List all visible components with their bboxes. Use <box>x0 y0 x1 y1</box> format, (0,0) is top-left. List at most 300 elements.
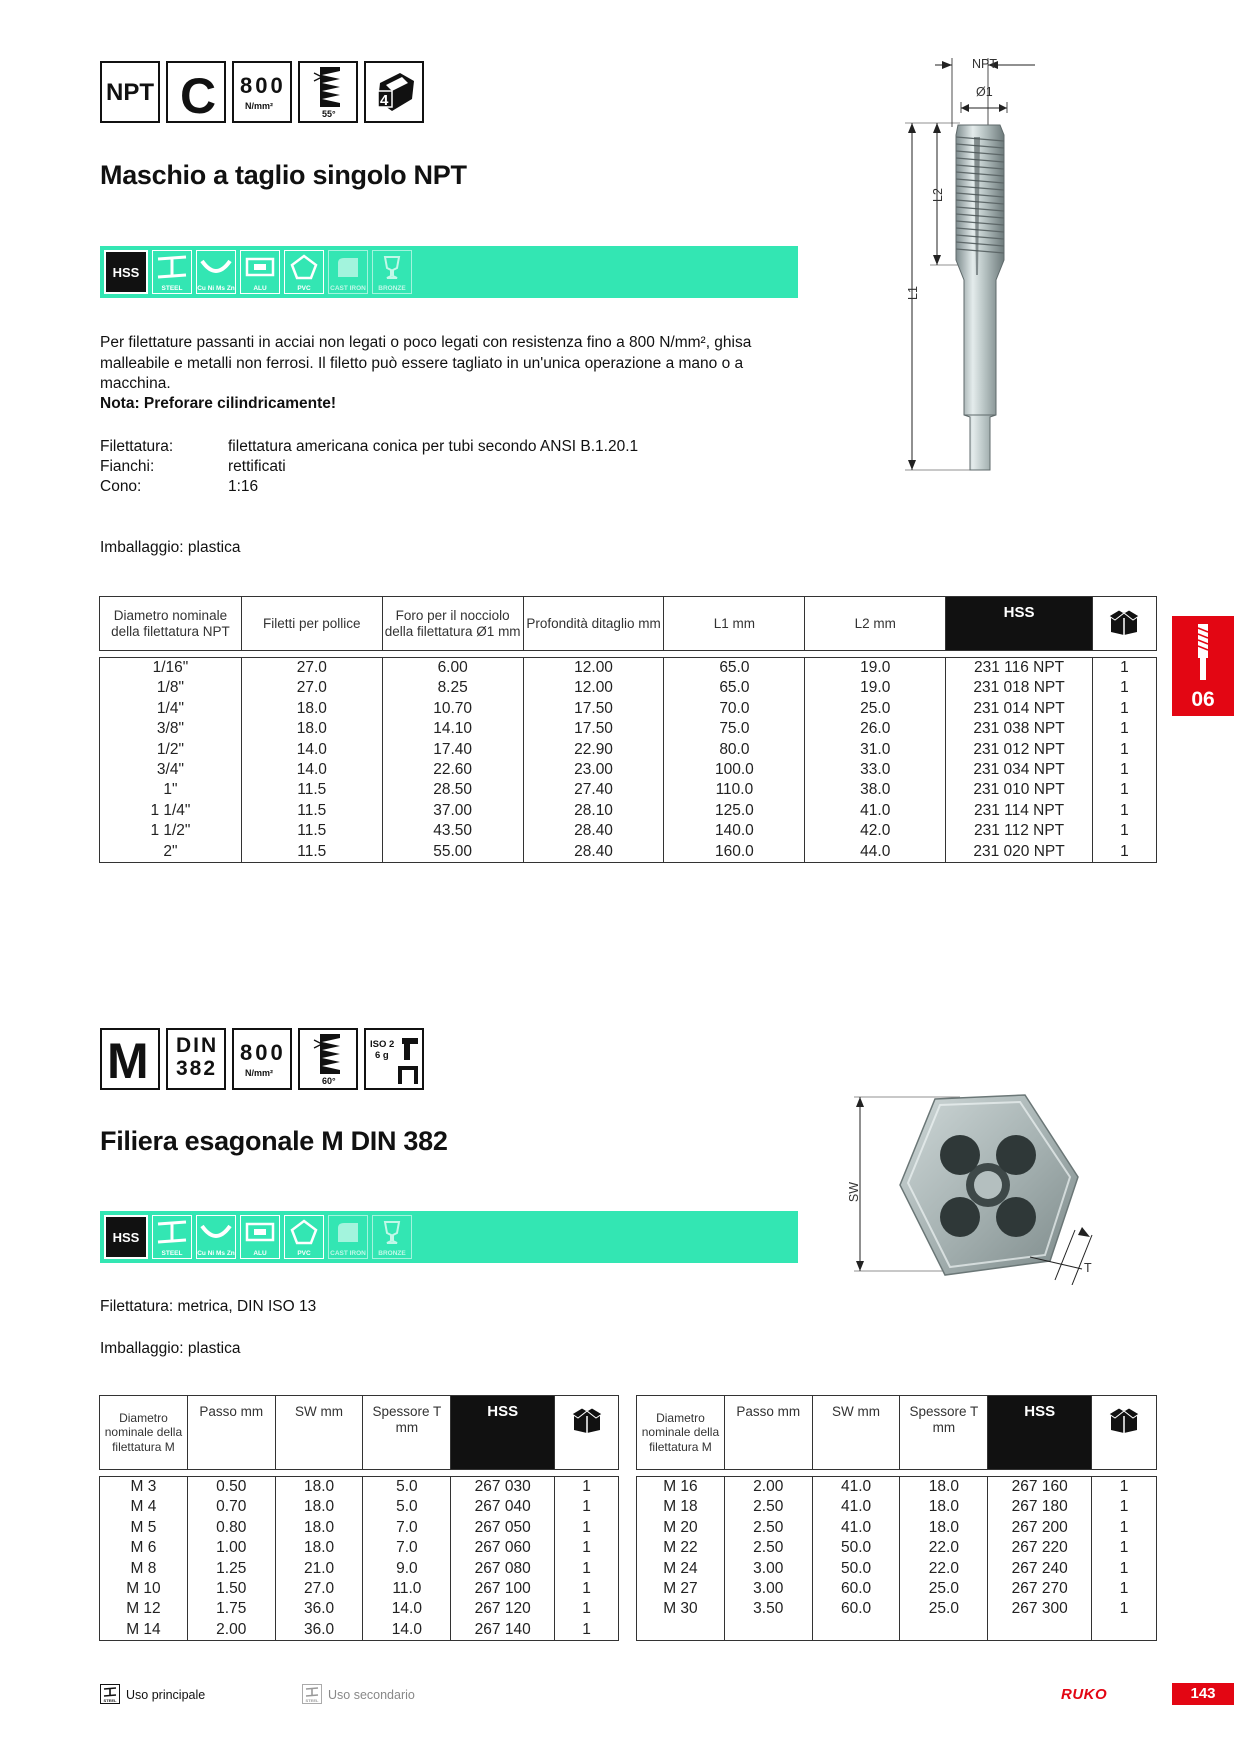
col-header: Passo mm <box>724 1396 812 1470</box>
table-cell: 5.0 <box>363 1497 451 1517</box>
brand-logo: RUKO <box>1061 1686 1108 1703</box>
table-cell: 41.0 <box>805 801 946 821</box>
material-copper: Cu Ni Ms Zn <box>196 1215 236 1259</box>
table-row <box>100 760 1157 780</box>
table-row <box>637 1559 1157 1579</box>
table-row <box>100 1497 619 1517</box>
table-cell: 1 <box>555 1518 619 1538</box>
secondary-use-icon: STEEL <box>302 1684 322 1704</box>
chapter-number: 06 <box>1191 688 1215 711</box>
table-cell <box>637 1620 725 1641</box>
table-cell: 11.5 <box>241 842 382 863</box>
table-cell: M 14 <box>100 1620 188 1641</box>
col-header: Spessore T mm <box>363 1396 451 1470</box>
din-badge: DIN 382 <box>166 1028 226 1090</box>
material-pvc: PVC <box>284 250 324 294</box>
flutes-badge: 4 <box>364 61 424 123</box>
table-cell: 44.0 <box>805 842 946 863</box>
material-copper: Cu Ni Ms Zn <box>196 250 236 294</box>
table-cell: 27.0 <box>275 1579 363 1599</box>
col-header: Profondità ditaglio mm <box>523 597 664 651</box>
col-header: Diametro nominale della filettatura NPT <box>100 597 242 651</box>
table-cell: M 5 <box>100 1518 188 1538</box>
die-table-left <box>99 1395 619 1641</box>
steel-beam-icon <box>156 255 188 279</box>
col-header: SW mm <box>812 1396 900 1470</box>
table-cell: 10.70 <box>382 699 523 719</box>
table-cell: 2" <box>100 842 242 863</box>
table-row <box>100 740 1157 760</box>
strength-badge-die: 800 N/mm² <box>232 1028 292 1090</box>
col-header: Diametro nominale della filettatura M <box>637 1396 725 1470</box>
table-cell: 2.50 <box>724 1538 812 1558</box>
pipe-icon <box>200 1220 232 1244</box>
table-cell: 37.00 <box>382 801 523 821</box>
primary-use-label: Uso principale <box>126 1688 206 1702</box>
col-header: Filetti per pollice <box>241 597 382 651</box>
table-cell: 11.5 <box>241 821 382 841</box>
col-header-hss: HSS <box>451 1396 555 1470</box>
table-cell: 18.0 <box>241 719 382 739</box>
thread-standard: Filettatura: metrica, DIN ISO 13 <box>100 1298 317 1315</box>
tap-chapter-icon <box>1192 622 1214 682</box>
table-cell: 1 <box>1092 1538 1157 1558</box>
steel-beam-icon <box>305 1687 319 1697</box>
pipe-icon <box>200 255 232 279</box>
table-cell <box>1092 1620 1157 1641</box>
spec-value: rettificati <box>228 458 286 475</box>
table-cell: 14.0 <box>241 740 382 760</box>
table-cell: 1 <box>555 1559 619 1579</box>
table-cell: 2.00 <box>187 1620 275 1641</box>
table-cell: 7.0 <box>363 1518 451 1538</box>
table-cell: 2.50 <box>724 1518 812 1538</box>
table-cell: 1 <box>1092 1599 1157 1619</box>
table-cell: 231 012 NPT <box>946 740 1093 760</box>
table-cell: 231 038 NPT <box>946 719 1093 739</box>
table-row <box>100 699 1157 719</box>
table-cell: 41.0 <box>812 1477 900 1498</box>
table-cell: 36.0 <box>275 1620 363 1641</box>
table-cell: M 18 <box>637 1497 725 1517</box>
table-cell: 1 <box>555 1620 619 1641</box>
table-cell: 80.0 <box>664 740 805 760</box>
t-dim-label: T <box>1084 1261 1092 1275</box>
table-cell: 231 018 NPT <box>946 678 1093 698</box>
table-cell: 27.0 <box>241 658 382 679</box>
table-cell: M 4 <box>100 1497 188 1517</box>
table-spacer <box>100 651 1157 658</box>
table-row <box>100 842 1157 863</box>
table-cell: 267 240 <box>988 1559 1092 1579</box>
table-cell: 267 040 <box>451 1497 555 1517</box>
table-cell: M 22 <box>637 1538 725 1558</box>
table-cell: 267 120 <box>451 1599 555 1619</box>
table-cell: 28.50 <box>382 780 523 800</box>
table-row <box>637 1599 1157 1619</box>
table-cell: 267 200 <box>988 1518 1092 1538</box>
hex-die-drawing <box>850 1085 1110 1285</box>
table-cell: 18.0 <box>900 1518 988 1538</box>
material-bronze: BRONZE <box>372 1215 412 1259</box>
col-header: Foro per il nocciolo della filettatura Ø1 mm <box>382 597 523 651</box>
table-cell: 1/8" <box>100 678 242 698</box>
table-cell: 11.5 <box>241 801 382 821</box>
table-cell: 1.75 <box>187 1599 275 1619</box>
material-bar-die <box>100 1211 798 1263</box>
table-cell: 1 <box>1092 1477 1157 1498</box>
table-cell: 75.0 <box>664 719 805 739</box>
table-cell: 5.0 <box>363 1477 451 1498</box>
table-cell: 1 <box>1092 842 1156 863</box>
table-row <box>100 1599 619 1619</box>
table-cell: 1/16" <box>100 658 242 679</box>
table-cell: 38.0 <box>805 780 946 800</box>
pentagon-icon <box>290 254 318 280</box>
spec-label: Fianchi: <box>100 458 155 475</box>
table-cell: 3.00 <box>724 1559 812 1579</box>
table-cell: 17.50 <box>523 719 664 739</box>
material-bronze: BRONZE <box>372 250 412 294</box>
table-cell: 50.0 <box>812 1538 900 1558</box>
table-cell: 1/2" <box>100 740 242 760</box>
material-bar-tap <box>100 246 798 298</box>
table-cell: 1/4" <box>100 699 242 719</box>
table-cell: 22.60 <box>382 760 523 780</box>
table-row <box>100 1518 619 1538</box>
col-header-hss: HSS <box>946 597 1093 651</box>
table-cell: 125.0 <box>664 801 805 821</box>
table-cell: M 24 <box>637 1559 725 1579</box>
table-cell: 231 010 NPT <box>946 780 1093 800</box>
table-row <box>100 801 1157 821</box>
col-header: SW mm <box>275 1396 363 1470</box>
table-cell <box>812 1620 900 1641</box>
elbow-pipe-icon <box>334 255 362 279</box>
tolerance-badge: ISO 2 6 g <box>364 1028 424 1090</box>
table-cell: 1 <box>1092 719 1156 739</box>
table-cell: 22.0 <box>900 1538 988 1558</box>
table-cell: 60.0 <box>812 1599 900 1619</box>
package-box-icon <box>1107 1406 1141 1434</box>
table-cell: 11.5 <box>241 780 382 800</box>
table-cell: 14.0 <box>363 1599 451 1619</box>
table-cell: 1 <box>1092 1518 1157 1538</box>
die-diagram <box>847 1085 1110 1285</box>
material-cast-iron: CAST IRON <box>328 250 368 294</box>
table-cell: 1 <box>1092 1559 1157 1579</box>
table-cell: 1 <box>1092 678 1156 698</box>
hss-label: HSS <box>104 250 148 294</box>
table-cell: 41.0 <box>812 1497 900 1517</box>
table-cell <box>724 1620 812 1641</box>
table-cell: 140.0 <box>664 821 805 841</box>
table-cell: M 30 <box>637 1599 725 1619</box>
profile-icon <box>244 255 276 279</box>
material-alu: ALU <box>240 250 280 294</box>
table-cell: 231 114 NPT <box>946 801 1093 821</box>
sw-dim-label: SW <box>847 1181 862 1203</box>
table-cell: 9.0 <box>363 1559 451 1579</box>
table-cell: 1 <box>1092 1497 1157 1517</box>
table-cell: 1 <box>555 1579 619 1599</box>
table-cell: 0.50 <box>187 1477 275 1498</box>
table-cell: 267 060 <box>451 1538 555 1558</box>
spec-label: Cono: <box>100 478 142 495</box>
spec-value: 1:16 <box>228 478 259 495</box>
table-cell: 12.00 <box>523 678 664 698</box>
table-cell: 42.0 <box>805 821 946 841</box>
col-header: Diametro nominale della filettatura M <box>100 1396 188 1470</box>
table-row <box>100 1559 619 1579</box>
table-cell: 100.0 <box>664 760 805 780</box>
table-cell: 60.0 <box>812 1579 900 1599</box>
table-row <box>100 678 1157 698</box>
table-cell: 267 180 <box>988 1497 1092 1517</box>
table-cell: 231 034 NPT <box>946 760 1093 780</box>
table-cell: 231 112 NPT <box>946 821 1093 841</box>
table-cell: 3/8" <box>100 719 242 739</box>
table-cell: 6.00 <box>382 658 523 679</box>
table-cell: 17.50 <box>523 699 664 719</box>
table-cell: 21.0 <box>275 1559 363 1579</box>
table-spacer <box>100 1470 619 1477</box>
col-header: L2 mm <box>805 597 946 651</box>
table-cell: 1 <box>1092 740 1156 760</box>
note-tap: Nota: Preforare cilindricamente! <box>100 395 337 412</box>
table-cell: 1.25 <box>187 1559 275 1579</box>
col-header: Spessore T mm <box>900 1396 988 1470</box>
table-cell: 12.00 <box>523 658 664 679</box>
col-header-package <box>1092 597 1156 651</box>
l2-dim-label: L2 <box>930 188 945 202</box>
table-cell: 28.40 <box>523 821 664 841</box>
material-cast-iron: CAST IRON <box>328 1215 368 1259</box>
table-cell: M 8 <box>100 1559 188 1579</box>
table-cell: 3/4" <box>100 760 242 780</box>
table-cell: 231 020 NPT <box>946 842 1093 863</box>
col-header: Passo mm <box>187 1396 275 1470</box>
table-cell: 27.0 <box>241 678 382 698</box>
table-cell: 25.0 <box>900 1599 988 1619</box>
table-spacer <box>637 1470 1157 1477</box>
col-header-package <box>555 1396 619 1470</box>
description-tap: Per filettature passanti in acciai non legati o poco legati con resistenza fino a 800 N/mm², ghisa malleabile e metalli non ferrosi. Il filetto può essere tagliato in un'unica operazione a mano o a macchina. <box>100 334 752 392</box>
page-number-box <box>1172 1683 1234 1705</box>
table-cell: 26.0 <box>805 719 946 739</box>
table-cell: 1.00 <box>187 1538 275 1558</box>
table-cell: 1 <box>555 1497 619 1517</box>
table-cell: 267 140 <box>451 1620 555 1641</box>
table-cell: 23.00 <box>523 760 664 780</box>
table-row <box>637 1620 1157 1641</box>
strength-badge: 800 N/mm² <box>232 61 292 123</box>
table-cell: 110.0 <box>664 780 805 800</box>
table-cell: 1 <box>1092 699 1156 719</box>
table-cell: 1" <box>100 780 242 800</box>
table-cell: 18.0 <box>275 1497 363 1517</box>
table-cell: 27.40 <box>523 780 664 800</box>
tap-diagram <box>890 55 1050 475</box>
table-cell: 43.50 <box>382 821 523 841</box>
table-cell: 267 160 <box>988 1477 1092 1498</box>
table-cell: 2.00 <box>724 1477 812 1498</box>
table-cell: 28.10 <box>523 801 664 821</box>
table-cell: M 3 <box>100 1477 188 1498</box>
table-cell: 160.0 <box>664 842 805 863</box>
table-cell: 1 <box>1092 780 1156 800</box>
col-header-hss: HSS <box>988 1396 1092 1470</box>
table-cell: 1 1/2" <box>100 821 242 841</box>
table-cell: 65.0 <box>664 658 805 679</box>
table-cell: M 10 <box>100 1579 188 1599</box>
table-cell: 65.0 <box>664 678 805 698</box>
l1-dim-label: L1 <box>905 286 920 300</box>
table-row <box>637 1538 1157 1558</box>
npt-badge: NPT <box>100 61 160 123</box>
table-cell: 1.50 <box>187 1579 275 1599</box>
table-cell: 1 <box>555 1477 619 1498</box>
thread-gauge-icon <box>396 1036 422 1086</box>
m-badge: M <box>100 1028 160 1090</box>
table-row <box>100 1579 619 1599</box>
table-cell: 31.0 <box>805 740 946 760</box>
tap-shank-icon <box>372 69 418 115</box>
table-cell: 3.00 <box>724 1579 812 1599</box>
table-row <box>100 719 1157 739</box>
table-row <box>100 1477 619 1498</box>
page-number: 143 <box>1190 1685 1216 1702</box>
table-cell: 28.40 <box>523 842 664 863</box>
table-cell: 267 220 <box>988 1538 1092 1558</box>
table-row <box>637 1477 1157 1498</box>
product-title-die: Filiera esagonale M DIN 382 <box>100 1126 448 1156</box>
table-cell: 19.0 <box>805 678 946 698</box>
d1-dim-label: Ø1 <box>976 85 993 99</box>
table-cell: 0.70 <box>187 1497 275 1517</box>
table-cell: M 27 <box>637 1579 725 1599</box>
table-cell: 0.80 <box>187 1518 275 1538</box>
table-cell: M 20 <box>637 1518 725 1538</box>
spec-value: filettatura americana conica per tubi secondo ANSI B.1.20.1 <box>228 438 639 455</box>
table-cell: M 6 <box>100 1538 188 1558</box>
table-cell: 1 <box>555 1538 619 1558</box>
table-cell: 267 300 <box>988 1599 1092 1619</box>
table-cell: 36.0 <box>275 1599 363 1619</box>
table-cell: 267 270 <box>988 1579 1092 1599</box>
table-cell: 22.90 <box>523 740 664 760</box>
primary-use-icon: STEEL <box>100 1684 120 1704</box>
package-box-icon <box>1107 608 1141 636</box>
table-cell: 267 030 <box>451 1477 555 1498</box>
profile-icon <box>244 1220 276 1244</box>
package-box-icon <box>570 1406 604 1434</box>
table-cell <box>988 1620 1092 1641</box>
thread-angle-badge-die: 60° <box>298 1028 358 1090</box>
table-cell: 50.0 <box>812 1559 900 1579</box>
hss-label: HSS <box>104 1215 148 1259</box>
col-header-package <box>1092 1396 1157 1470</box>
table-cell: 18.0 <box>241 699 382 719</box>
table-cell: 17.40 <box>382 740 523 760</box>
table-cell: 33.0 <box>805 760 946 780</box>
table-row <box>637 1579 1157 1599</box>
table-cell: 2.50 <box>724 1497 812 1517</box>
material-pvc: PVC <box>284 1215 324 1259</box>
table-cell: 1 <box>1092 760 1156 780</box>
table-cell: 1 <box>1092 1579 1157 1599</box>
secondary-use-label: Uso secondario <box>328 1688 415 1702</box>
material-alu: ALU <box>240 1215 280 1259</box>
table-cell: 18.0 <box>275 1518 363 1538</box>
table-cell: 18.0 <box>275 1538 363 1558</box>
table-row <box>100 1620 619 1641</box>
table-cell: 231 014 NPT <box>946 699 1093 719</box>
table-row <box>637 1518 1157 1538</box>
table-row <box>637 1497 1157 1517</box>
table-cell: 14.0 <box>363 1620 451 1641</box>
pentagon-icon <box>290 1219 318 1245</box>
material-steel: STEEL <box>152 250 192 294</box>
npt-dim-label: NPT <box>972 57 997 71</box>
c-badge: C <box>166 61 226 123</box>
bell-icon <box>381 254 403 280</box>
table-cell: 55.00 <box>382 842 523 863</box>
table-cell: 1 <box>555 1599 619 1619</box>
table-cell: 7.0 <box>363 1538 451 1558</box>
tap-table <box>99 596 1157 863</box>
table-cell: 1 <box>1092 801 1156 821</box>
table-row <box>100 821 1157 841</box>
table-cell: 8.25 <box>382 678 523 698</box>
table-cell: 25.0 <box>805 699 946 719</box>
steel-beam-icon <box>156 1220 188 1244</box>
table-cell <box>900 1620 988 1641</box>
thread-profile-icon <box>312 65 348 109</box>
table-cell: 41.0 <box>812 1518 900 1538</box>
product-title-tap: Maschio a taglio singolo NPT <box>100 160 467 190</box>
table-cell: 18.0 <box>900 1477 988 1498</box>
packaging-tap: Imballaggio: plastica <box>100 539 241 556</box>
table-cell: 70.0 <box>664 699 805 719</box>
col-header: L1 mm <box>664 597 805 651</box>
spec-label: Filettatura: <box>100 438 174 455</box>
table-cell: 18.0 <box>900 1497 988 1517</box>
die-table-right <box>636 1395 1157 1641</box>
table-cell: M 16 <box>637 1477 725 1498</box>
table-cell: 3.50 <box>724 1599 812 1619</box>
table-cell: 267 050 <box>451 1518 555 1538</box>
tap-drawing <box>890 55 1050 475</box>
table-cell: 18.0 <box>275 1477 363 1498</box>
table-cell: 11.0 <box>363 1579 451 1599</box>
steel-beam-icon <box>103 1687 117 1697</box>
table-cell: 14.0 <box>241 760 382 780</box>
table-cell: 14.10 <box>382 719 523 739</box>
table-cell: 1 <box>1092 658 1156 679</box>
table-cell: 22.0 <box>900 1559 988 1579</box>
chapter-tab <box>1172 616 1234 716</box>
table-cell: M 12 <box>100 1599 188 1619</box>
table-cell: 25.0 <box>900 1579 988 1599</box>
table-cell: 1 1/4" <box>100 801 242 821</box>
elbow-pipe-icon <box>334 1220 362 1244</box>
table-row <box>100 780 1157 800</box>
material-steel: STEEL <box>152 1215 192 1259</box>
bell-icon <box>381 1219 403 1245</box>
table-row <box>100 1538 619 1558</box>
thread-angle-badge: 55° <box>298 61 358 123</box>
